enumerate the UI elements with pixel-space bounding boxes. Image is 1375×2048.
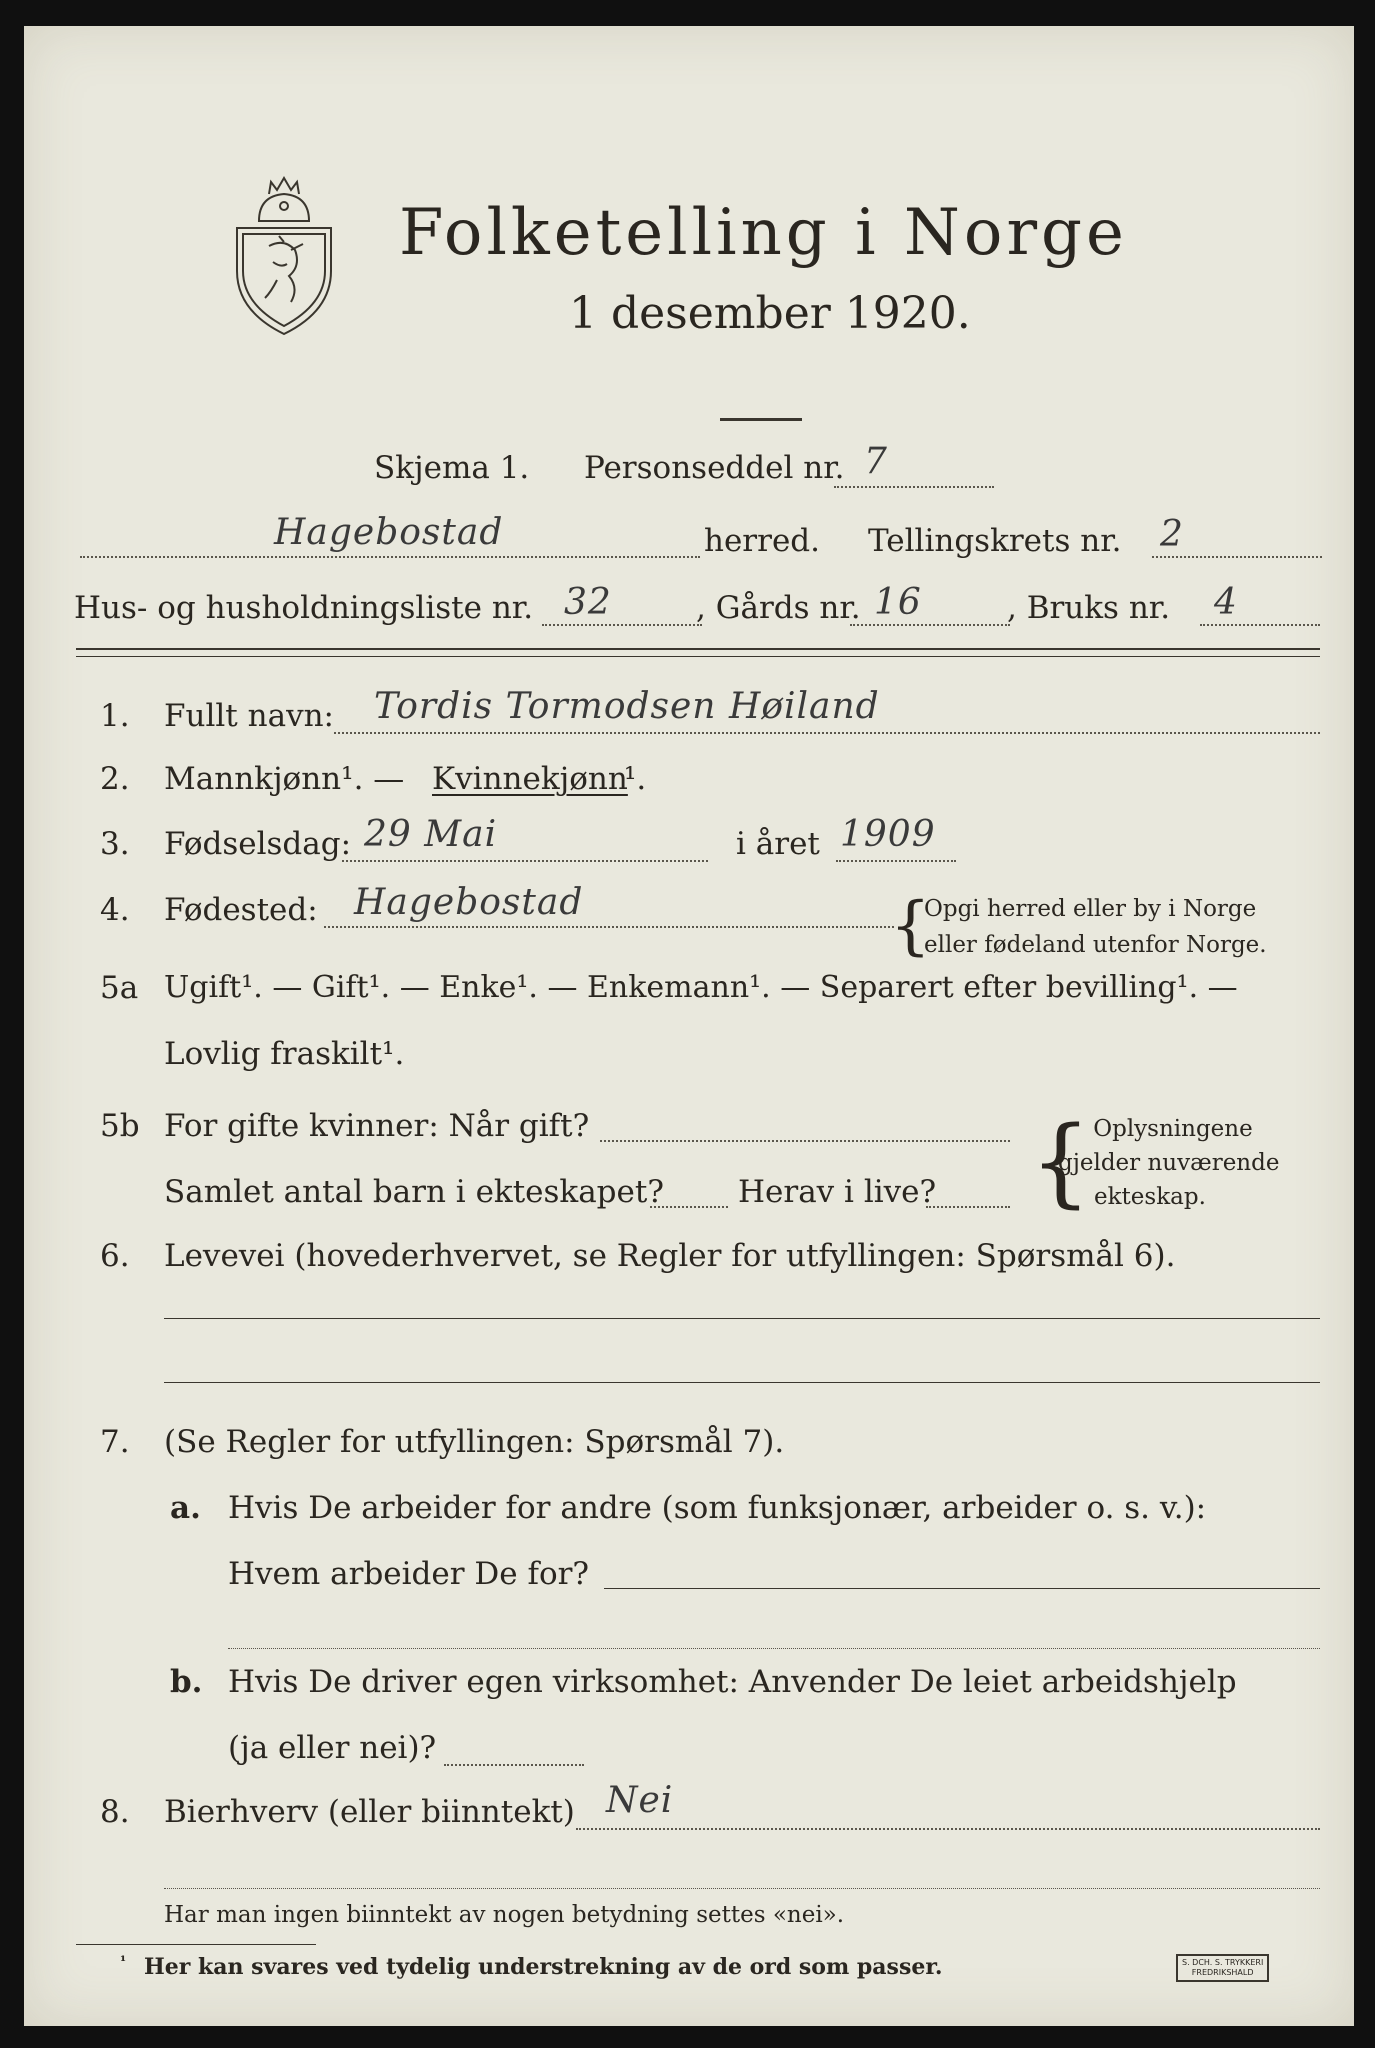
q5a-line2: Lovlig fraskilt¹. <box>164 1036 405 1072</box>
q7b-number: b. <box>170 1664 203 1700</box>
q4-value: Hagebostad <box>354 882 584 923</box>
q7a-line-2 <box>228 1648 1320 1649</box>
printer-stamp-line2: FREDRIKSHALD <box>1191 1968 1254 1977</box>
form-title: Folketelling i Norge <box>399 196 1128 270</box>
q5b-line2b: Herav i live? <box>738 1174 937 1210</box>
q2-number: 2. <box>100 761 130 797</box>
q5b-naar-gift-line <box>600 1140 1010 1142</box>
hus-label: Hus- og husholdningsliste nr. <box>74 590 534 626</box>
herred-value: Hagebostad <box>274 512 504 553</box>
tellingskrets-value: 2 <box>1160 514 1184 555</box>
q4-note-line1: Opgi herred eller by i Norge <box>924 896 1257 922</box>
gards-value: 16 <box>874 582 922 623</box>
printer-stamp <box>1176 1954 1269 1982</box>
q7b-line <box>444 1764 584 1766</box>
gards-line <box>850 624 1010 626</box>
q5b-brace-icon: { <box>1030 1106 1092 1218</box>
q8-value: Nei <box>606 1780 674 1821</box>
q5a-line1: Ugift¹. — Gift¹. — Enke¹. — Enkemann¹. — Separert efter bevilling¹. — <box>164 970 1238 1005</box>
q3-year-value: 1909 <box>840 814 936 855</box>
tellingskrets-line <box>1152 556 1322 558</box>
hus-line <box>542 624 702 626</box>
q2-kvinne-suffix: ¹. <box>624 761 647 797</box>
q7a-number: a. <box>170 1490 201 1526</box>
census-form-page <box>24 26 1354 2026</box>
q1-value: Tordis Tormodsen Høiland <box>374 686 880 727</box>
q8-line-2 <box>164 1888 1320 1889</box>
footnote-text: Her kan svares ved tydelig understrekning av de ord som passer. <box>144 1954 943 1980</box>
q6-line-1 <box>164 1318 1320 1319</box>
title-divider <box>720 418 802 421</box>
herred-line <box>80 556 700 558</box>
bruks-line <box>1200 624 1320 626</box>
q4-note-line2: eller fødeland utenfor Norge. <box>924 932 1267 958</box>
q5b-line1: For gifte kvinner: Når gift? <box>164 1108 590 1144</box>
q5b-line2a: Samlet antal barn i ekteskapet? <box>164 1174 664 1210</box>
footnote-rule <box>76 1944 316 1945</box>
q3-year-line <box>836 860 956 862</box>
gards-label: , Gårds nr. <box>696 590 861 626</box>
printer-stamp-line1: S. DCH. S. TRYKKERI <box>1182 1958 1264 1967</box>
header-rule-bottom <box>76 656 1320 657</box>
q1-label: Fullt navn: <box>164 698 334 734</box>
q1-number: 1. <box>100 698 130 734</box>
tellingskrets-label: Tellingskrets nr. <box>868 523 1122 559</box>
q4-brace-icon: { <box>890 889 931 963</box>
q8-line <box>576 1828 1320 1830</box>
footer-note: Har man ingen biinntekt av nogen betydning settes «nei». <box>164 1902 845 1928</box>
q5a-number: 5a <box>100 970 139 1006</box>
q8-number: 8. <box>100 1794 130 1830</box>
q3-year-label: i året <box>736 826 820 862</box>
bruks-value: 4 <box>1214 582 1238 623</box>
q6-number: 6. <box>100 1238 130 1274</box>
q2-kvinne-underlined: Kvinnekjønn <box>432 761 628 797</box>
footnote-number: ¹ <box>120 1954 127 1970</box>
census-date: 1 desember 1920. <box>569 288 971 339</box>
q1-line <box>334 732 1320 734</box>
q7-label: (Se Regler for utfyllingen: Spørsmål 7). <box>164 1424 785 1460</box>
hus-value: 32 <box>564 582 612 623</box>
norwegian-lion-shield-icon <box>229 176 339 336</box>
q4-number: 4. <box>100 892 130 928</box>
q6-line-2 <box>164 1382 1320 1383</box>
q3-number: 3. <box>100 826 130 862</box>
q5b-note-line2: gjelder nuværende <box>1058 1150 1280 1176</box>
q7b-line2: (ja eller nei)? <box>228 1730 437 1766</box>
personseddel-label: Personseddel nr. <box>584 450 845 486</box>
q7-number: 7. <box>100 1424 130 1460</box>
q5b-barn-line <box>650 1206 728 1208</box>
personseddel-value: 7 <box>864 441 888 482</box>
q7a-line1: Hvis De arbeider for andre (som funksjonær, arbeider o. s. v.): <box>228 1490 1207 1526</box>
q3-line <box>342 860 708 862</box>
q7b-line1: Hvis De driver egen virksomhet: Anvender De leiet arbeidshjelp <box>228 1664 1237 1700</box>
q3-label: Fødselsdag: <box>164 826 352 862</box>
q4-label: Fødested: <box>164 892 318 928</box>
q5b-note-line3: ekteskap. <box>1094 1184 1206 1210</box>
herred-label: herred. <box>704 523 820 559</box>
q3-value: 29 Mai <box>364 814 498 855</box>
q7a-line2: Hvem arbeider De for? <box>228 1556 590 1592</box>
q7a-line-1 <box>604 1588 1320 1589</box>
skjema-label: Skjema 1. <box>374 450 530 486</box>
q5b-note-line1: Oplysningene <box>1093 1116 1253 1142</box>
q5b-live-line <box>926 1206 1010 1208</box>
bruks-label: , Bruks nr. <box>1007 590 1171 626</box>
q6-label: Levevei (hovederhvervet, se Regler for utfyllingen: Spørsmål 6). <box>164 1238 1176 1274</box>
q8-label: Bierhverv (eller biinntekt) <box>164 1794 575 1830</box>
personseddel-line <box>834 486 994 488</box>
header-rule-top <box>76 648 1320 650</box>
q2-mann: Mannkjønn¹. — <box>164 761 405 797</box>
q5b-number: 5b <box>100 1108 140 1144</box>
q4-line <box>324 926 894 928</box>
